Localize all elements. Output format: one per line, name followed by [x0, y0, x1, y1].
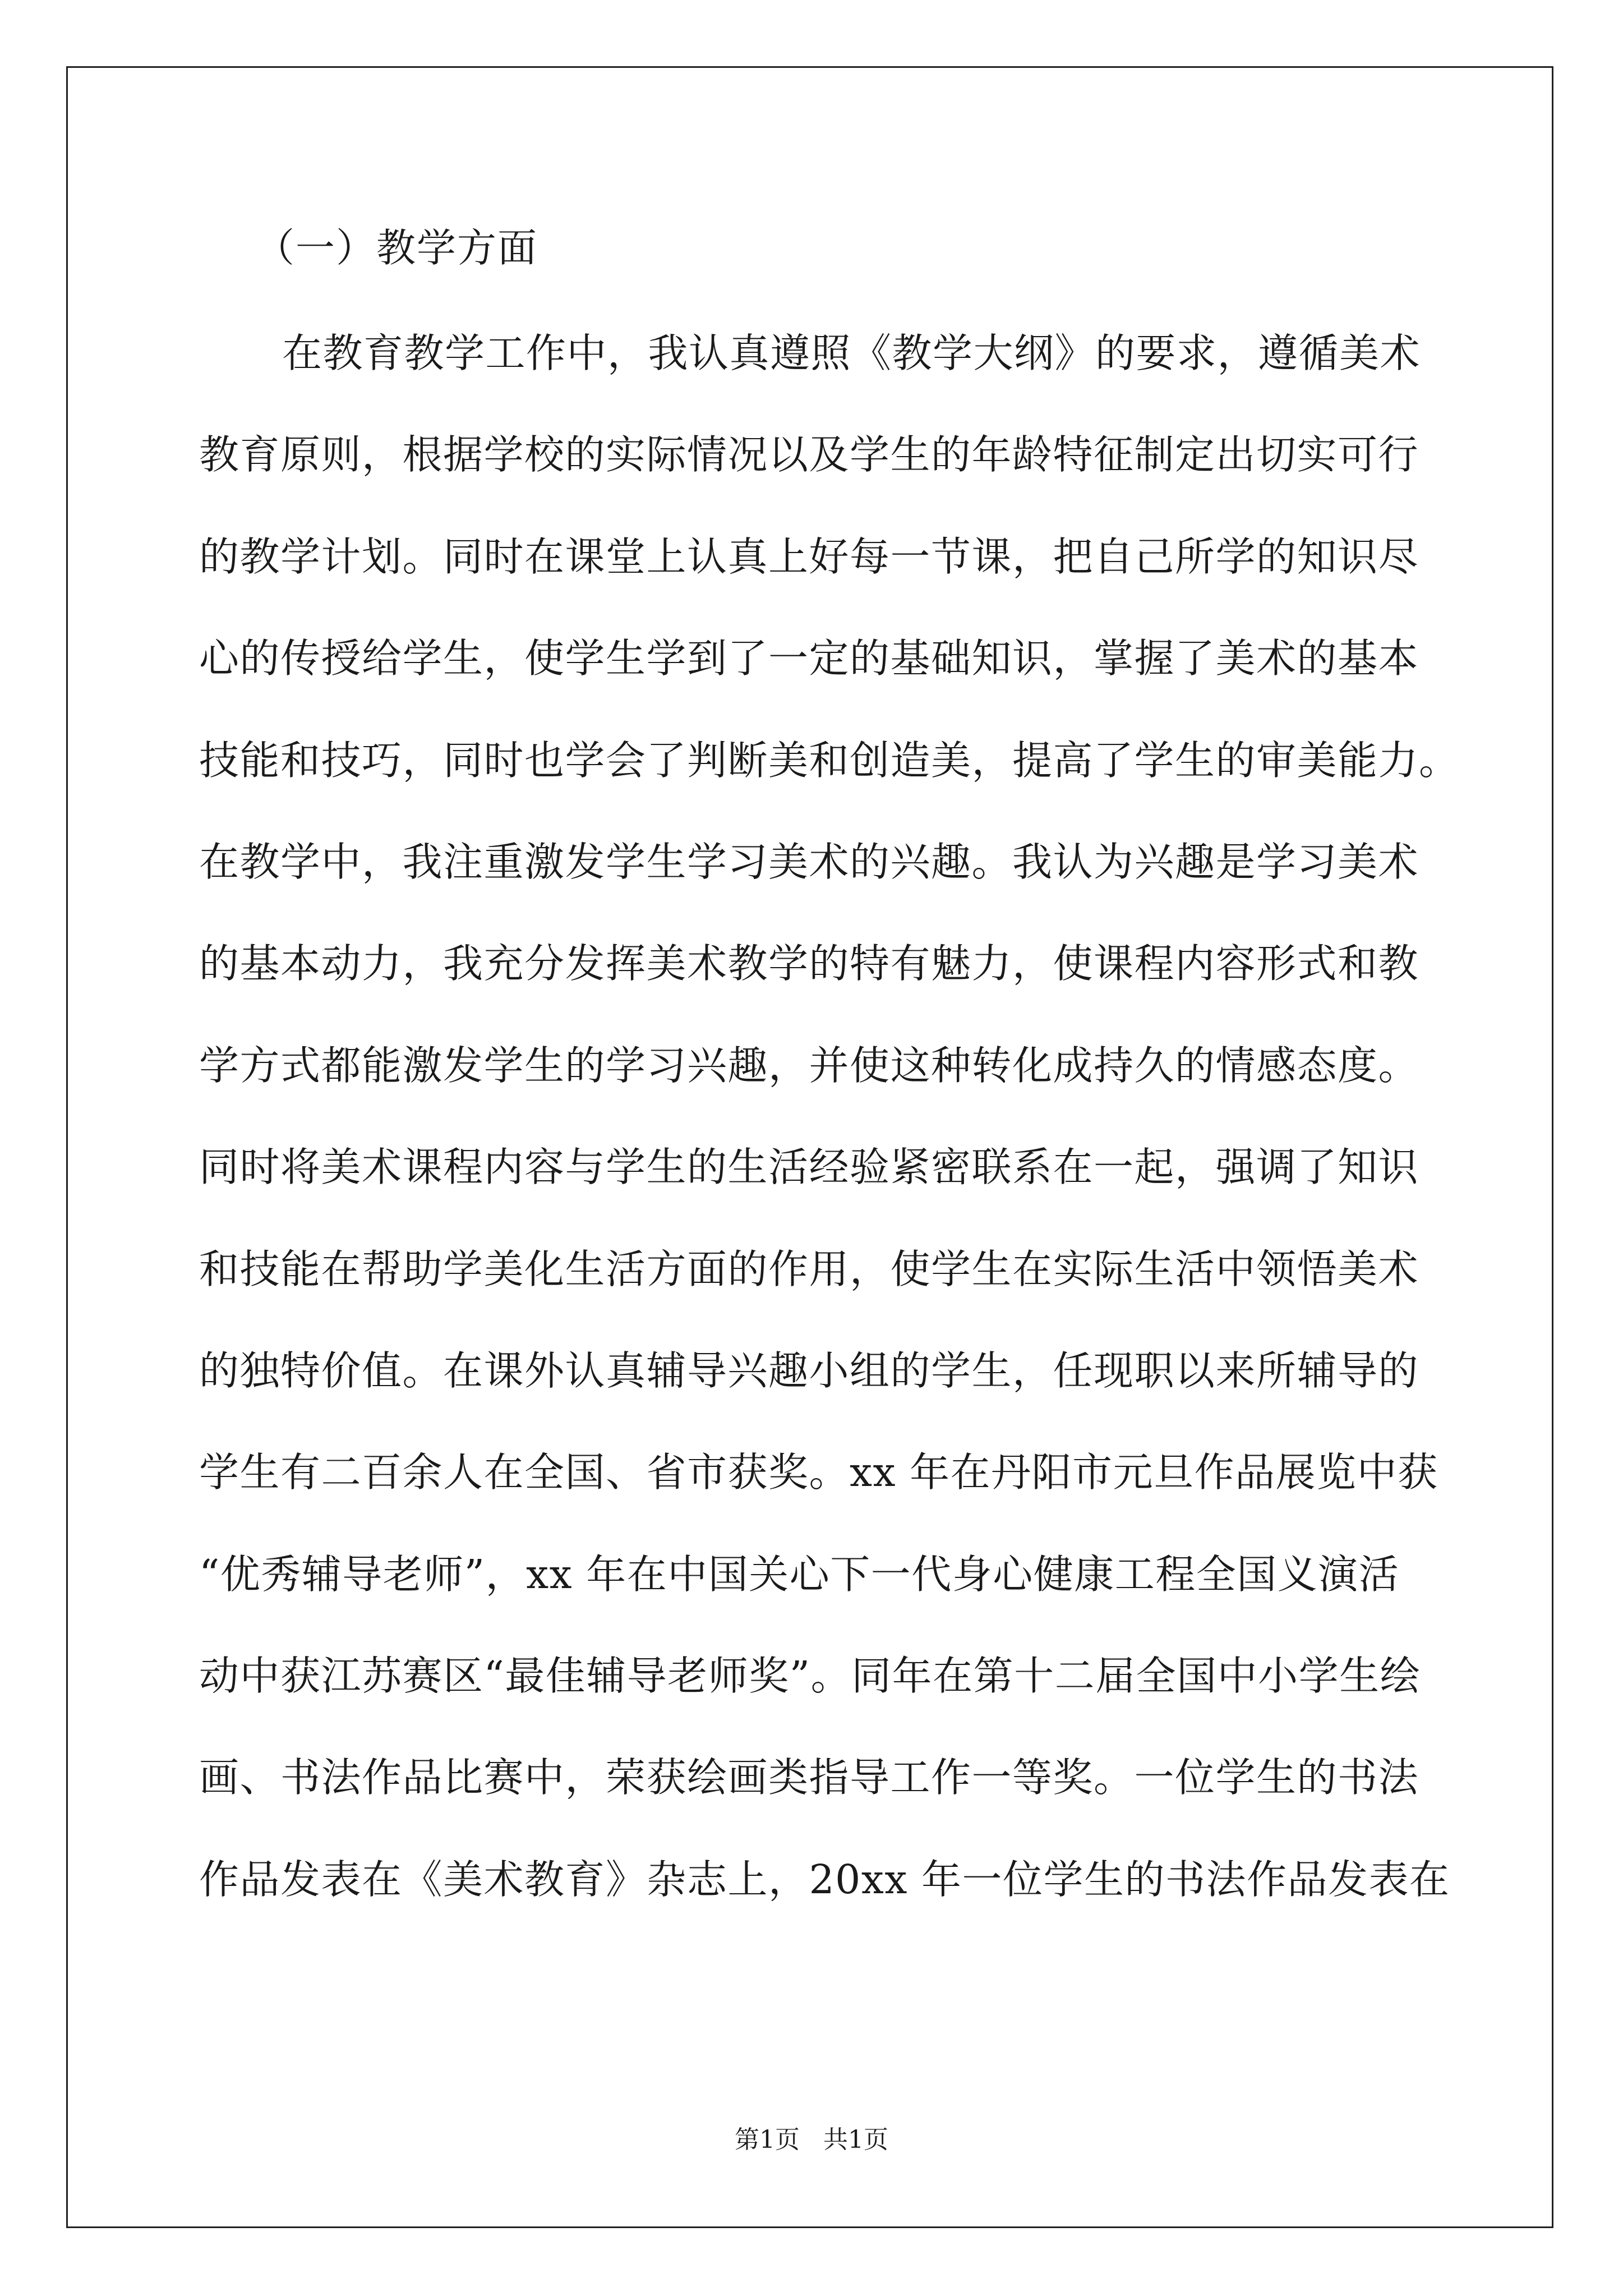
text-line: 技能和技巧，同时也学会了判断美和创造美，提高了学生的审美能力。	[199, 737, 1460, 784]
text-line: 在教学中，我注重激发学生学习美术的兴趣。我认为兴趣是学习美术	[199, 838, 1419, 885]
text-line: 的基本动力，我充分发挥美术教学的特有魅力，使课程内容形式和教	[199, 940, 1419, 987]
text-line: 心的传授给学生，使学生学到了一定的基础知识，掌握了美术的基本	[199, 635, 1419, 682]
text-line: 教育原则，根据学校的实际情况以及学生的年龄特征制定出切实可行	[199, 431, 1419, 478]
text-line: 的独特价值。在课外认真辅导兴趣小组的学生，任现职以来所辅导的	[199, 1347, 1419, 1394]
text-line: 学生有二百余人在全国、省市获奖。xx 年在丹阳市元旦作品展览中获	[199, 1449, 1438, 1496]
section-heading: （一）教学方面	[255, 225, 538, 271]
text-line: 的教学计划。同时在课堂上认真上好每一节课，把自己所学的知识尽	[199, 533, 1419, 580]
page-footer: 第1页 共1页	[735, 2125, 888, 2154]
text-line: 学方式都能激发学生的学习兴趣，并使这种转化成持久的情感态度。	[199, 1042, 1419, 1089]
text-line: 动中获江苏赛区“最佳辅导老师奖”。同年在第十二届全国中小学生绘	[199, 1653, 1421, 1700]
text-line: “优秀辅导老师”，xx 年在中国关心下一代身心健康工程全国义演活	[199, 1550, 1400, 1598]
text-line: 和技能在帮助学美化生活方面的作用，使学生在实际生活中领悟美术	[199, 1245, 1419, 1292]
text-line: 作品发表在《美术教育》杂志上，20xx 年一位学生的书法作品发表在	[199, 1856, 1450, 1903]
body-text	[199, 325, 1460, 1953]
text-line: 在教育教学工作中，我认真遵照《教学大纲》的要求，遵循美术	[282, 330, 1421, 376]
text-line: 画、书法作品比赛中，荣获绘画类指导工作一等奖。一位学生的书法	[199, 1754, 1419, 1801]
text-line: 同时将美术课程内容与学生的生活经验紧密联系在一起，强调了知识	[199, 1144, 1419, 1191]
